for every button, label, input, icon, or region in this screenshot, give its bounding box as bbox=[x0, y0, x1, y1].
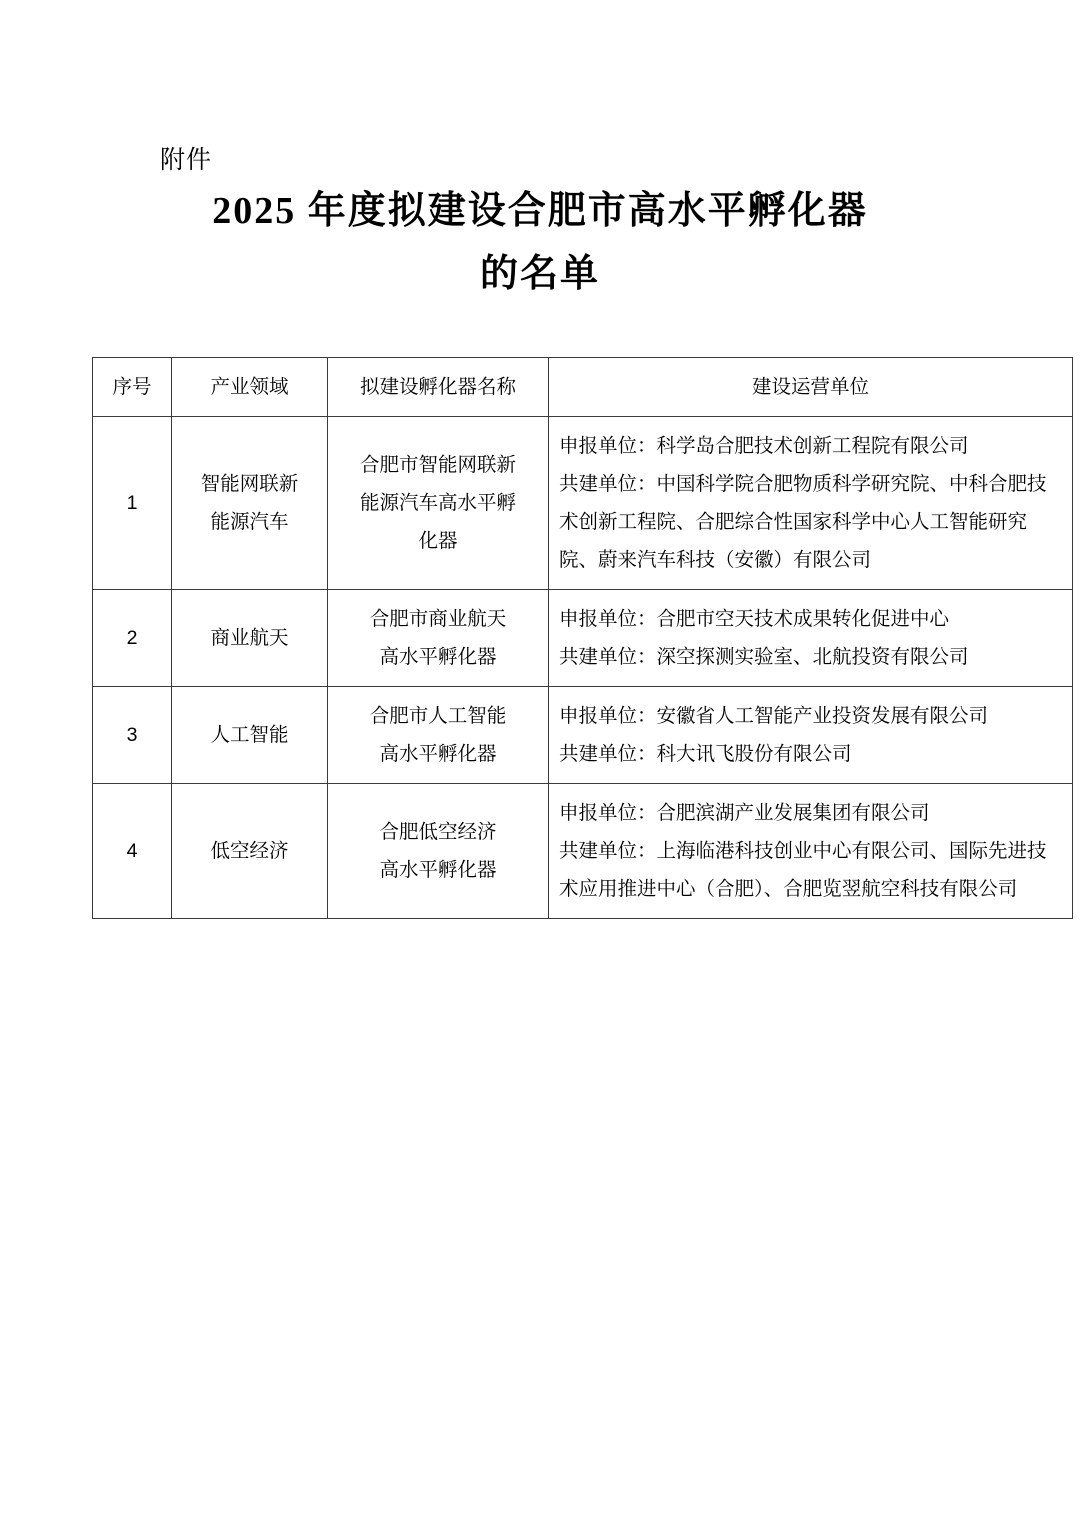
row-incubator-name-line-1: 合肥市商业航天 bbox=[369, 608, 507, 631]
page-title bbox=[0, 180, 1080, 305]
row-incubator-name-line-2: 高水平孵化器 bbox=[379, 859, 497, 882]
row-applicant-unit: 申报单位：合肥市空天技术成果转化促进中心 bbox=[559, 608, 950, 631]
row-operating-unit bbox=[549, 590, 1073, 687]
row-co-build-unit: 共建单位：上海临港科技创业中心有限公司、国际先进技术应用推进中心（合肥）、合肥览翌航空科技有限公司 bbox=[559, 840, 1047, 901]
table-body bbox=[93, 417, 1073, 919]
row-applicant-unit: 申报单位：安徽省人工智能产业投资发展有限公司 bbox=[559, 705, 989, 728]
row-co-build-unit: 共建单位：中国科学院合肥物质科学研究院、中科合肥技术创新工程院、合肥综合性国家科学中心人工智能研究院、蔚来汽车科技（安徽）有限公司 bbox=[559, 473, 1047, 572]
table-row bbox=[93, 417, 1073, 590]
row-no: 2 bbox=[93, 590, 172, 687]
table-row bbox=[93, 590, 1073, 687]
table-row bbox=[93, 687, 1073, 784]
row-industry-field-line-1: 商业航天 bbox=[210, 627, 289, 650]
row-industry-field-line-1: 低空经济 bbox=[210, 840, 289, 863]
table-header bbox=[93, 358, 1073, 417]
row-incubator-name-line-1: 合肥市人工智能 bbox=[369, 705, 507, 728]
row-industry-field bbox=[172, 590, 328, 687]
column-header-field: 产业领域 bbox=[172, 358, 328, 417]
row-incubator-name-line-2: 高水平孵化器 bbox=[379, 743, 497, 766]
column-header-operating-unit: 建设运营单位 bbox=[549, 358, 1073, 417]
attachment-label: 附件 bbox=[160, 146, 213, 174]
page-title-line-1: 2025 年度拟建设合肥市高水平孵化器 bbox=[212, 190, 868, 232]
row-no: 3 bbox=[93, 687, 172, 784]
row-co-build-unit: 共建单位：科大讯飞股份有限公司 bbox=[559, 743, 852, 766]
row-applicant-unit: 申报单位：合肥滨湖产业发展集团有限公司 bbox=[559, 802, 930, 825]
row-industry-field bbox=[172, 687, 328, 784]
row-co-build-unit: 共建单位：深空探测实验室、北航投资有限公司 bbox=[559, 646, 969, 669]
column-header-no: 序号 bbox=[93, 358, 172, 417]
row-industry-field-line-1: 智能网联新 bbox=[200, 473, 299, 496]
row-incubator-name bbox=[328, 687, 549, 784]
row-no: 4 bbox=[93, 784, 172, 919]
row-applicant-unit: 申报单位：科学岛合肥技术创新工程院有限公司 bbox=[559, 435, 969, 458]
table-header-row bbox=[93, 358, 1073, 417]
row-incubator-name bbox=[328, 590, 549, 687]
row-incubator-name-line-2: 高水平孵化器 bbox=[379, 646, 497, 669]
row-industry-field bbox=[172, 784, 328, 919]
row-operating-unit bbox=[549, 417, 1073, 590]
row-industry-field bbox=[172, 417, 328, 590]
row-operating-unit bbox=[549, 784, 1073, 919]
row-operating-unit bbox=[549, 687, 1073, 784]
row-incubator-name-line-3: 化器 bbox=[418, 530, 458, 553]
row-incubator-name-line-2: 能源汽车高水平孵 bbox=[359, 492, 516, 515]
row-industry-field-line-2: 能源汽车 bbox=[210, 511, 289, 534]
row-incubator-name bbox=[328, 784, 549, 919]
incubator-list-table bbox=[92, 357, 1073, 919]
row-incubator-name-line-1: 合肥市智能网联新 bbox=[359, 454, 516, 477]
row-incubator-name bbox=[328, 417, 549, 590]
table-row bbox=[93, 784, 1073, 919]
page-title-line-2: 的名单 bbox=[479, 252, 600, 295]
column-header-incubator-name: 拟建设孵化器名称 bbox=[328, 358, 549, 417]
row-industry-field-line-1: 人工智能 bbox=[210, 724, 289, 747]
row-no: 1 bbox=[93, 417, 172, 590]
row-incubator-name-line-1: 合肥低空经济 bbox=[379, 821, 497, 844]
